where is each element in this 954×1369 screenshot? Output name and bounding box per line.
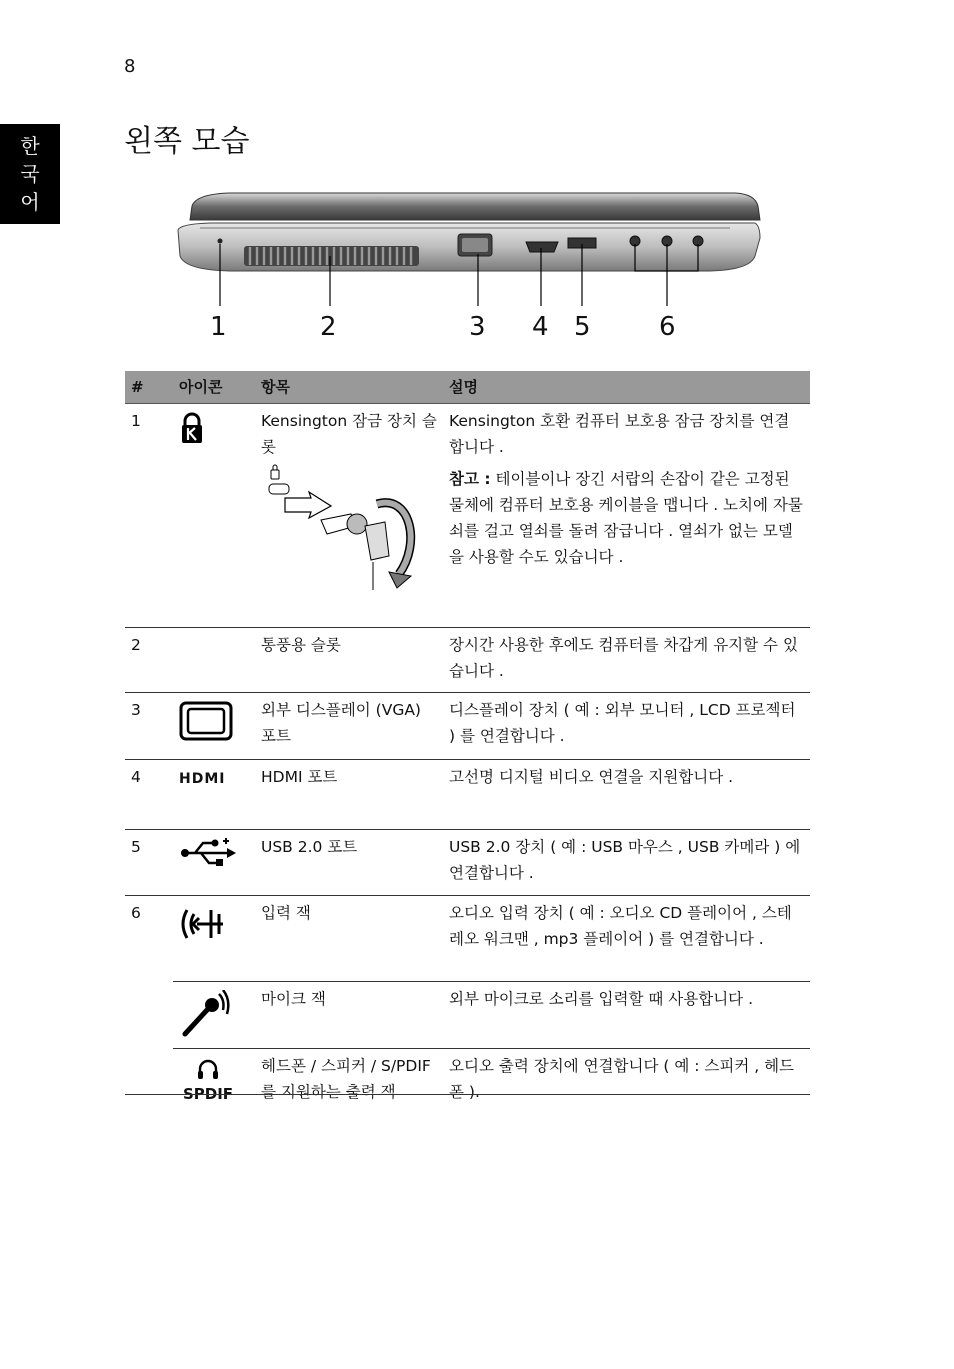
vga-monitor-icon <box>179 701 233 741</box>
ports-table <box>125 371 810 1134</box>
language-tab <box>0 124 60 224</box>
row-item: HDMI 포트 <box>255 760 443 830</box>
language-tab-char: 어 <box>20 190 40 214</box>
row-number <box>125 1049 173 1134</box>
header-number: # <box>125 371 173 404</box>
header-item: 항목 <box>255 371 443 404</box>
row-icon-cell <box>173 1049 255 1134</box>
table-row <box>125 760 810 830</box>
audio-in-icon <box>179 904 233 944</box>
row-icon-cell <box>173 830 255 896</box>
row-note <box>449 466 804 570</box>
hdmi-icon: HDMI <box>179 771 226 787</box>
table-row <box>125 982 810 1049</box>
microphone-icon <box>179 990 231 1040</box>
row-item: 헤드폰 / 스피커 / S/PDIF 를 지원하는 출력 잭 <box>255 1049 443 1134</box>
header-description: 설명 <box>443 371 810 404</box>
table-row <box>125 1049 810 1134</box>
row-number <box>125 982 173 1049</box>
spdif-label: SPDIF <box>182 1085 234 1103</box>
headphone-icon <box>196 1057 220 1081</box>
row-item: 마이크 잭 <box>255 982 443 1049</box>
table-row <box>125 830 810 896</box>
callout-4: 4 <box>532 312 549 342</box>
row-icon-cell <box>173 760 255 830</box>
row-item: Kensington 잠금 장치 슬롯 <box>261 412 437 456</box>
row-number: 4 <box>125 760 173 830</box>
row-item: 통풍용 슬롯 <box>255 628 443 693</box>
row-description-cell <box>443 404 810 628</box>
callout-3: 3 <box>469 312 486 342</box>
table-row <box>125 896 810 982</box>
row-number: 2 <box>125 628 173 693</box>
header-icon: 아이콘 <box>173 371 255 404</box>
note-label: 참고 : <box>449 470 491 488</box>
headphone-spdif-icon <box>179 1057 237 1107</box>
row-description: 고선명 디지털 비디오 연결을 지원합니다 . <box>443 760 810 830</box>
kensington-lock-illustration <box>261 464 426 592</box>
page-number: 8 <box>124 56 136 77</box>
note-text: 테이블이나 장긴 서랍의 손잡이 같은 고정된 물체에 컴퓨터 보호용 케이블을 맵니다 . 노치에 자물쇠를 걸고 열쇠를 돌려 잠급니다 . 열쇠가 없는 모델을 사용할 수도 있습니다 . <box>449 470 803 566</box>
callout-1: 1 <box>210 312 227 342</box>
row-item: 입력 잭 <box>255 896 443 982</box>
callout-2: 2 <box>320 312 337 342</box>
table-row <box>125 628 810 693</box>
table-header-row <box>125 371 810 404</box>
callout-6: 6 <box>659 312 676 342</box>
row-description: Kensington 호환 컴퓨터 보호용 잠금 장치를 연결합니다 . <box>449 412 790 456</box>
language-tab-char: 한 <box>20 134 40 158</box>
row-description: 장시간 사용한 후에도 컴퓨터를 차갑게 유지할 수 있습니다 . <box>443 628 810 693</box>
row-description: 디스플레이 장치 ( 예 : 외부 모니터 , LCD 프로젝터 ) 를 연결합니다 . <box>443 693 810 760</box>
table-bottom-rule <box>125 1094 810 1095</box>
row-number: 3 <box>125 693 173 760</box>
kensington-lock-icon <box>179 412 205 444</box>
page-title: 왼쪽 모습 <box>124 124 250 159</box>
row-item: 외부 디스플레이 (VGA) 포트 <box>255 693 443 760</box>
row-description: 오디오 입력 장치 ( 예 : 오디오 CD 플레이어 , 스테레오 워크맨 , mp3 플레이어 ) 를 연결합니다 . <box>443 896 810 982</box>
table-row <box>125 693 810 760</box>
row-number: 5 <box>125 830 173 896</box>
callout-5: 5 <box>574 312 591 342</box>
row-icon-cell <box>173 896 255 982</box>
row-description: USB 2.0 장치 ( 예 : USB 마우스 , USB 카메라 ) 에 연결합니다 . <box>443 830 810 896</box>
row-number: 6 <box>125 896 173 982</box>
row-number: 1 <box>131 412 141 430</box>
row-item: USB 2.0 포트 <box>255 830 443 896</box>
row-description: 외부 마이크로 소리를 입력할 때 사용합니다 . <box>443 982 810 1049</box>
row-icon-cell <box>173 404 255 628</box>
usb-icon <box>179 838 237 868</box>
row-icon-cell <box>173 693 255 760</box>
row-item-cell <box>255 404 443 628</box>
row-description: 오디오 출력 장치에 연결합니다 ( 예 : 스피커 , 헤드폰 ). <box>443 1049 810 1134</box>
row-icon-cell <box>173 982 255 1049</box>
table-row <box>125 404 810 628</box>
language-tab-char: 국 <box>20 162 40 186</box>
row-icon-cell <box>173 628 255 693</box>
